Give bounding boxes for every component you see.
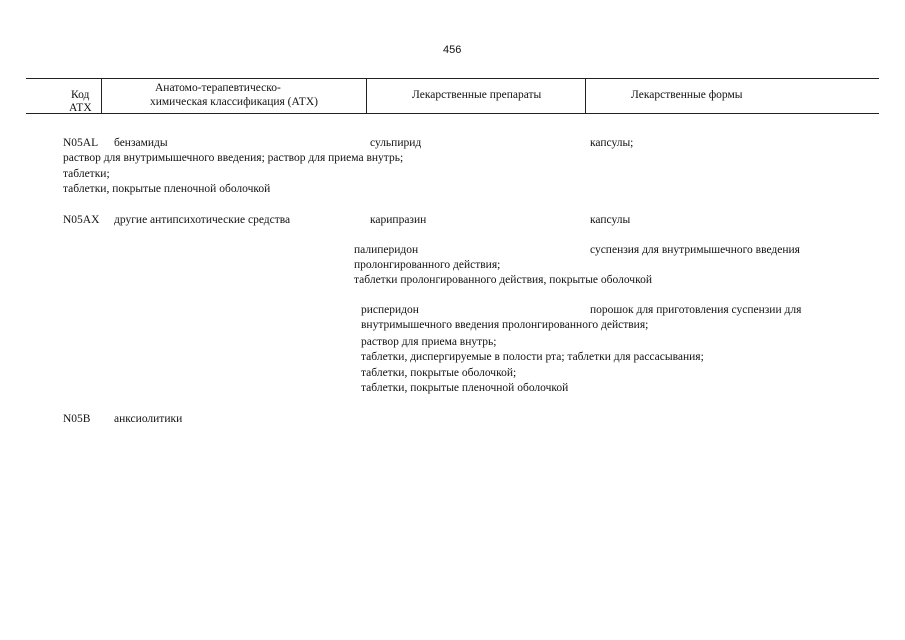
dosage-form: таблетки, покрытые оболочкой; — [361, 367, 517, 379]
header-top-rule — [26, 78, 879, 79]
header-forms-label: Лекарственные формы — [631, 89, 743, 101]
dosage-form: порошок для приготовления суспензии для — [590, 304, 802, 316]
header-classification-label: Анатомо-терапевтическо- — [155, 82, 281, 94]
dosage-form: раствор для внутримышечного введения; раствор для приема внутрь; — [63, 152, 404, 164]
dosage-form: капсулы; — [590, 137, 634, 149]
header-code-label: Код — [71, 89, 90, 101]
header-divider-1 — [101, 79, 102, 113]
header-bottom-rule — [26, 113, 879, 114]
atc-classification: другие антипсихотические средства — [114, 214, 291, 226]
dosage-form: внутримышечного введения пролонгированного действия; — [361, 319, 649, 331]
dosage-form: таблетки пролонгированного действия, покрытые оболочкой — [354, 274, 652, 286]
dosage-form: таблетки, покрытые пленочной оболочкой — [63, 183, 271, 195]
atc-code: N05AX — [63, 214, 100, 226]
dosage-form: таблетки, покрытые пленочной оболочкой — [361, 382, 569, 394]
drug-name: сульпирид — [370, 137, 422, 149]
dosage-form: капсулы — [590, 214, 631, 226]
header-drugs-label: Лекарственные препараты — [412, 89, 542, 101]
page-number: 456 — [443, 44, 462, 56]
header-divider-3 — [585, 79, 586, 113]
atc-code: N05AL — [63, 137, 99, 149]
dosage-form: суспензия для внутримышечного введения — [590, 244, 800, 256]
atc-classification: анксиолитики — [114, 413, 183, 425]
dosage-form: таблетки, диспергируемые в полости рта; таблетки для рассасывания; — [361, 351, 704, 363]
header-divider-2 — [366, 79, 367, 113]
drug-name: рисперидон — [361, 304, 419, 316]
header-classification-label-line2: химическая классификация (АТХ) — [150, 96, 318, 108]
atc-classification: бензамиды — [114, 137, 168, 149]
dosage-form: раствор для приема внутрь; — [361, 336, 497, 348]
atc-code: N05B — [63, 413, 91, 425]
dosage-form: пролонгированного действия; — [354, 259, 501, 271]
drug-name: палиперидон — [354, 244, 419, 256]
header-code-label-line2: АТХ — [69, 102, 92, 114]
drug-name: карипразин — [370, 214, 427, 226]
dosage-form: таблетки; — [63, 168, 110, 180]
